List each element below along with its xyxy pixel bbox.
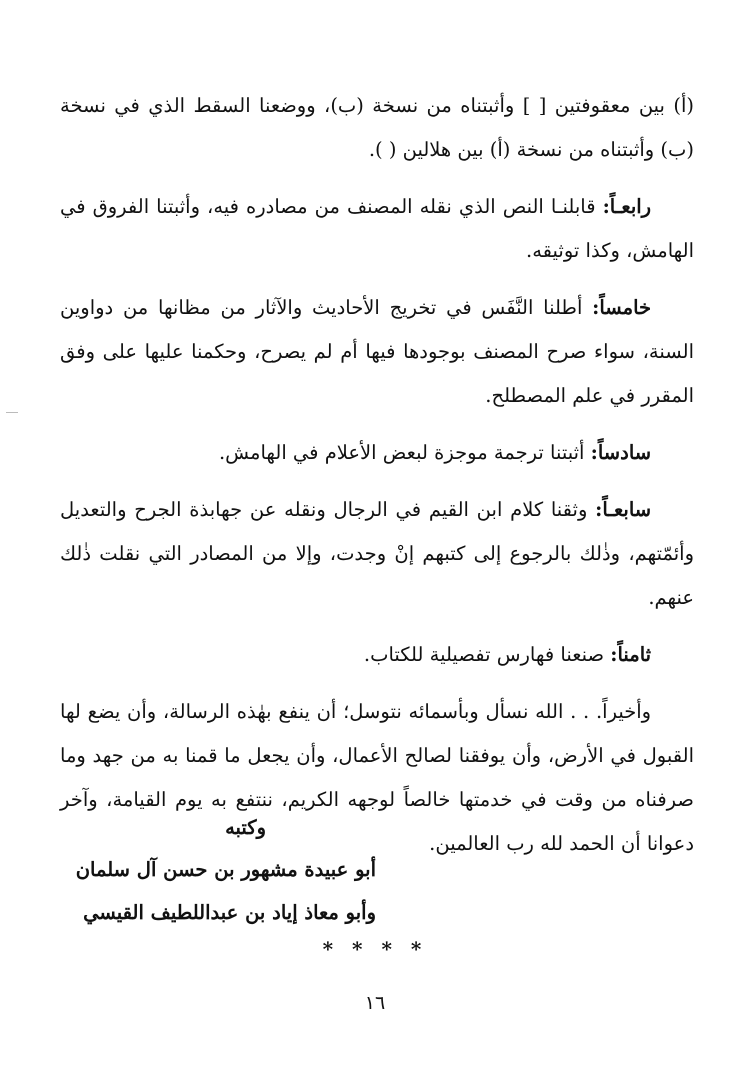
paragraph-lead: ثامناً: (610, 643, 652, 666)
signature-wrote: وكتبه (225, 816, 266, 839)
paragraph-text: وأخيراً. . . الله نسأل وبأسمائه نتوسل؛ أن ينفع بهٰذه الرسالة، وأن يضع لها القبول في الأرض، وأن يوفقنا لصالح الأعمال، وأن يجعل ما قمنا به من جهد وما صرفناه من وقت في خدمتها خالصاً لوجهه الكريم، ننتفع به يوم القيامة، وآخر دعوانا أن الحمد لله رب العالمين. (60, 700, 694, 855)
signature-author-2: وأبو معاذ إياد بن عبداللطيف القيسي (83, 901, 376, 924)
paragraph-text: وثقنا كلام ابن القيم في الرجال ونقله عن جهابذة الجرح والتعديل وأئمّتهم، وذٰلك بالرجوع إلى كتبهم إنْ وجدت، وإلا من المصادر التي نقلت ذٰلك عنهم. (60, 498, 694, 609)
paragraph-lead: سادساً: (590, 441, 652, 464)
paragraph-fourth (60, 185, 694, 273)
body-text (60, 84, 694, 879)
paragraph-text: (أ) بين معقوفتين [ ] وأثبتناه من نسخة (ب)، ووضعنا السقط الذي في نسخة (ب) وأثبتناه من نسخة (أ) بين هلالين ( ). (60, 94, 694, 161)
paragraph-text: قابلنـا النص الذي نقله المصنف من مصادره فيه، وأثبتنا الفروق في الهامش، وكذا توثيقه. (60, 195, 694, 262)
paragraph-fifth (60, 286, 694, 418)
paragraph-sixth (60, 431, 694, 475)
section-separator-stars: * * * * (322, 937, 428, 961)
margin-tick (6, 412, 18, 413)
paragraph-text: صنعنا فهارس تفصيلية للكتاب. (363, 643, 611, 666)
paragraph-lead: سابعـاً: (595, 498, 652, 521)
paragraph-text: أطلنا النَّفَس في تخريج الأحاديث والآثار من مظانها من دواوين السنة، سواء صرح المصنف بوجودها فيها أم لم يصرح، وحكمنا عليها على وفق المقرر في علم المصطلح. (60, 296, 694, 407)
paragraph-intro (60, 84, 694, 172)
paragraph-lead: خامساً: (592, 296, 652, 319)
paragraph-closing (60, 690, 694, 866)
paragraph-eighth (60, 633, 694, 677)
paragraph-seventh (60, 488, 694, 620)
paragraph-text: أثبتنا ترجمة موجزة لبعض الأعلام في الهامش. (218, 441, 591, 464)
signature-author-1: أبو عبيدة مشهور بن حسن آل سلمان (75, 858, 376, 881)
paragraph-lead: رابعـاً: (602, 195, 652, 218)
page-number: ١٦ (364, 992, 386, 1014)
